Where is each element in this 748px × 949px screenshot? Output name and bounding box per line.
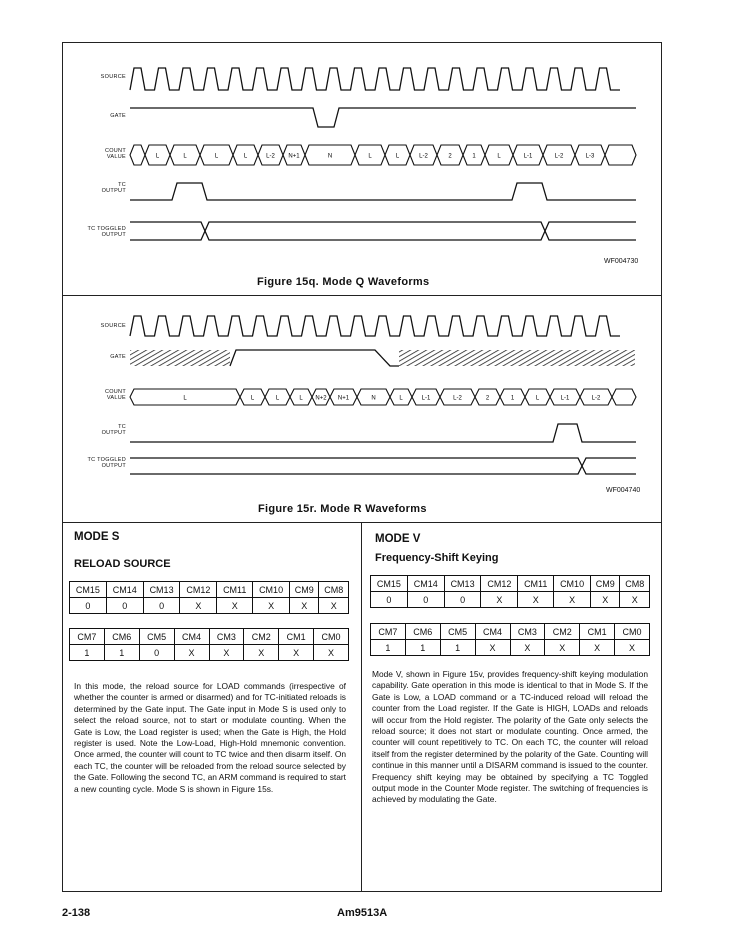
mode-v-cm-header-cm10: CM10	[554, 576, 591, 592]
r-count-label-7: L	[399, 395, 403, 402]
mode-v-cm-header-row	[371, 624, 650, 640]
mode-v-cm-header-cm3: CM3	[510, 624, 545, 640]
fig-q-label-count-value: COUNT VALUE	[104, 148, 126, 160]
q-count-label-7: N	[327, 153, 333, 160]
fig-q-caption: Figure 15q. Mode Q Waveforms	[257, 276, 430, 288]
fig-r-label-source: SOURCE	[100, 323, 126, 329]
mode-s-cm-value-row	[70, 598, 349, 614]
mode-s-cm-header-row	[70, 582, 349, 598]
r-count-label-9: L-2	[453, 395, 462, 402]
mode-s-cm-value-cm9: X	[289, 598, 318, 614]
mode-s-cm-header-cm6: CM6	[104, 629, 139, 645]
mode-v-cm-value-cm1: X	[580, 640, 615, 656]
r-count-label-1: L	[250, 395, 255, 402]
mode-s-table-low	[69, 628, 349, 661]
mode-v-cm-value-cm14: 0	[407, 592, 444, 608]
mode-s-cm-value-cm13: 0	[143, 598, 180, 614]
mode-s-body: In this mode, the reload source for LOAD commands (irrespective of whether the counter is armed or disarmed) and for TC-initiated reloads is determined by the Gate input. The Gate input in Mode S is used only to select the reload source, not to start or modulate counting. When the Gate is Low, the Load register is used; when the Gate is High, the Hold register is used. Note the Low-Load, High-Hold mnemonic convention. Once armed, the counter will count to TC twice and then disarm itself. On each TC, the counter will be reloaded from the reload source selected by the Gate. Following the second TC, an ARM command is required to start a new counting cycle. Mode S is shown in Figure 15s.	[74, 681, 346, 794]
mode-s-cm-value-cm1: X	[279, 645, 314, 661]
mode-s-cm-value-cm8: X	[319, 598, 349, 614]
r-count-label-0: L	[183, 395, 187, 402]
q-count-label-13: L	[497, 153, 501, 160]
mode-v-cm-header-cm14: CM14	[407, 576, 444, 592]
q-count-label-14: L-1	[523, 153, 533, 160]
mode-s-cm-header-cm15: CM15	[70, 582, 107, 598]
mode-s-cm-header-row	[70, 629, 349, 645]
r-count-label-8: L-1	[421, 395, 431, 402]
mode-v-table-high	[370, 575, 650, 608]
mode-s-cm-header-cm8: CM8	[319, 582, 349, 598]
mode-v-cm-header-cm9: CM9	[590, 576, 619, 592]
mode-v-cm-value-cm12: X	[481, 592, 518, 608]
fig-r-caption: Figure 15r. Mode R Waveforms	[258, 503, 427, 515]
mode-s-cm-value-cm2: X	[244, 645, 279, 661]
q-count-label-1: L	[155, 153, 160, 160]
mode-v-cm-value-cm0: X	[615, 640, 650, 656]
r-tc-output	[130, 424, 636, 442]
mode-v-cm-header-row	[371, 576, 650, 592]
mode-v-cm-value-cm7: 1	[371, 640, 406, 656]
q-count-label-3: L	[214, 153, 219, 160]
mode-v-cm-header-cm8: CM8	[620, 576, 650, 592]
r-gate-line	[230, 350, 399, 366]
mode-v-cm-value-cm10: X	[554, 592, 591, 608]
r-count-label-13: L-1	[560, 395, 570, 402]
mode-v-title: MODE V	[375, 533, 421, 545]
fig-q-label-tc-output: TC OUTPUT	[101, 182, 126, 194]
q-count-label-9: L	[395, 153, 400, 160]
mode-s-cm-value-cm14: 0	[106, 598, 143, 614]
mode-s-cm-header-cm5: CM5	[139, 629, 174, 645]
mode-s-title: MODE S	[74, 531, 120, 543]
mode-v-cm-value-row	[371, 592, 650, 608]
mode-s-cm-value-cm5: 0	[139, 645, 174, 661]
mode-s-cm-header-cm0: CM0	[314, 629, 349, 645]
mode-s-cm-header-cm7: CM7	[70, 629, 105, 645]
mode-v-cm-header-cm11: CM11	[518, 576, 554, 592]
mode-s-cm-header-cm4: CM4	[174, 629, 209, 645]
page-number: 2-138	[62, 907, 91, 919]
mode-v-cm-value-cm2: X	[545, 640, 580, 656]
mode-v-cm-value-cm15: 0	[371, 592, 408, 608]
q-count-label-15: L-2	[554, 153, 564, 160]
mode-v-cm-value-cm13: 0	[444, 592, 481, 608]
r-source-clock	[130, 316, 620, 336]
q-gate-line	[130, 108, 636, 127]
mode-v-cm-header-cm5: CM5	[440, 624, 475, 640]
mode-v-cm-value-cm6: 1	[405, 640, 440, 656]
r-count-label-3: L	[299, 395, 303, 402]
q-count-label-12: 1	[472, 153, 476, 160]
r-count-label-6: N	[371, 395, 376, 402]
r-count-label-12: L	[535, 395, 540, 402]
mode-s-cm-header-cm10: CM10	[253, 582, 290, 598]
mode-v-cm-header-cm6: CM6	[405, 624, 440, 640]
fig-r-label-count-value: COUNT VALUE	[104, 389, 126, 401]
mode-s-cm-header-cm3: CM3	[209, 629, 244, 645]
fig-q-label-tc-toggled: TC TOGGLED OUTPUT	[87, 226, 126, 238]
mode-v-cm-value-cm3: X	[510, 640, 545, 656]
mode-v-cm-value-row	[371, 640, 650, 656]
mode-s-cm-value-cm11: X	[217, 598, 253, 614]
fig-r-code: WF004740	[606, 487, 641, 494]
q-count-label-5: L-2	[266, 153, 275, 160]
mode-v-cm-value-cm5: 1	[440, 640, 475, 656]
mode-v-subtitle: Frequency-Shift Keying	[375, 552, 499, 564]
fig-q-label-source: SOURCE	[100, 74, 126, 80]
mode-v-body: Mode V, shown in Figure 15v, provides frequency-shift keying modulation capability. Gate operation in this mode is identical to that in Mode S. If the Gate is Low, a LOAD command or a TC-induced reload will reload the counter from the Load register. If the Gate is HIGH, LOADs and reloads will occur from the Hold register. The polarity of the Gate only selects the reload source; it does not start or modulate counting. Once armed, the counter will count repetitively to TC. On each TC, the counter will reload itself from the register determined by the polarity of the Gate. Counting will continue in this manner until a DISARM command is issued to the counter. Frequency shift keying may be obtained by specifying a TC Toggled output mode in the Counter Mode register. The switching of frequencies is achieved by modulating the Gate.	[372, 669, 648, 805]
mode-v-cm-header-cm1: CM1	[580, 624, 615, 640]
q-count-seg-17	[605, 145, 636, 165]
mode-v-cm-value-cm11: X	[518, 592, 554, 608]
mode-s-cm-value-cm6: 1	[104, 645, 139, 661]
q-tc-toggled-b	[130, 222, 636, 240]
fig-q-label-gate: GATE	[110, 113, 126, 119]
r-count-seg-15	[612, 389, 636, 405]
mode-v-cm-value-cm8: X	[620, 592, 650, 608]
r-count-label-5: N+1	[337, 395, 350, 402]
mode-s-cm-value-cm12: X	[180, 598, 217, 614]
mode-s-cm-header-cm11: CM11	[217, 582, 253, 598]
mode-v-cm-header-cm13: CM13	[444, 576, 481, 592]
fig-r-label-tc-output: TC OUTPUT	[101, 424, 126, 436]
mode-s-cm-header-cm1: CM1	[279, 629, 314, 645]
mode-s-cm-header-cm9: CM9	[289, 582, 318, 598]
mode-v-cm-header-cm15: CM15	[371, 576, 408, 592]
q-count-label-11: 2	[448, 153, 452, 160]
q-count-label-2: L	[183, 153, 187, 160]
mode-v-cm-header-cm4: CM4	[475, 624, 510, 640]
mode-s-cm-value-cm4: X	[174, 645, 209, 661]
r-tc-toggled-b	[130, 458, 636, 474]
mode-s-cm-value-cm3: X	[209, 645, 244, 661]
mode-s-cm-value-cm15: 0	[70, 598, 107, 614]
q-count-label-10: L-2	[419, 153, 428, 160]
mode-s-cm-value-cm7: 1	[70, 645, 105, 661]
mode-v-cm-header-cm12: CM12	[481, 576, 518, 592]
q-count-label-6: N+1	[288, 153, 300, 160]
mode-s-cm-value-cm0: X	[314, 645, 349, 661]
mode-v-cm-header-cm7: CM7	[371, 624, 406, 640]
q-source-clock	[130, 68, 620, 90]
r-count-label-2: L	[275, 395, 280, 402]
r-count-label-4: N+2	[315, 395, 327, 402]
r-gate-hatch-2	[399, 350, 635, 366]
mode-s-cm-value-row	[70, 645, 349, 661]
r-gate-hatch-1	[130, 350, 230, 366]
fig-r-label-gate: GATE	[110, 354, 126, 360]
mode-s-cm-header-cm13: CM13	[143, 582, 180, 598]
figure-q-waveforms	[130, 68, 636, 240]
mode-v-cm-header-cm0: CM0	[615, 624, 650, 640]
fig-q-code: WF004730	[604, 258, 639, 265]
r-count-label-11: 1	[510, 395, 515, 402]
r-count-label-10: 2	[485, 395, 490, 402]
q-count-seg-0	[130, 145, 145, 165]
q-count-label-4: L	[243, 153, 248, 160]
mode-v-table-low	[370, 623, 650, 656]
q-tc-toggled-a	[130, 222, 636, 240]
r-count-label-14: L-2	[591, 395, 601, 402]
mode-v-cm-value-cm9: X	[590, 592, 619, 608]
mode-v-cm-value-cm4: X	[475, 640, 510, 656]
mode-v-cm-header-cm2: CM2	[545, 624, 580, 640]
fig-r-label-tc-toggled: TC TOGGLED OUTPUT	[87, 457, 126, 469]
q-count-label-16: L-3	[585, 153, 595, 160]
mode-s-cm-header-cm12: CM12	[180, 582, 217, 598]
q-tc-output	[130, 183, 636, 200]
mode-s-cm-header-cm14: CM14	[106, 582, 143, 598]
q-count-label-8: L	[368, 153, 372, 160]
mode-s-cm-value-cm10: X	[253, 598, 290, 614]
mode-s-table-high	[69, 581, 349, 614]
part-number: Am9513A	[337, 907, 388, 919]
mode-s-cm-header-cm2: CM2	[244, 629, 279, 645]
r-tc-toggled-a	[130, 458, 636, 474]
mode-s-subtitle: RELOAD SOURCE	[74, 558, 171, 570]
figure-r-waveforms	[130, 316, 636, 474]
